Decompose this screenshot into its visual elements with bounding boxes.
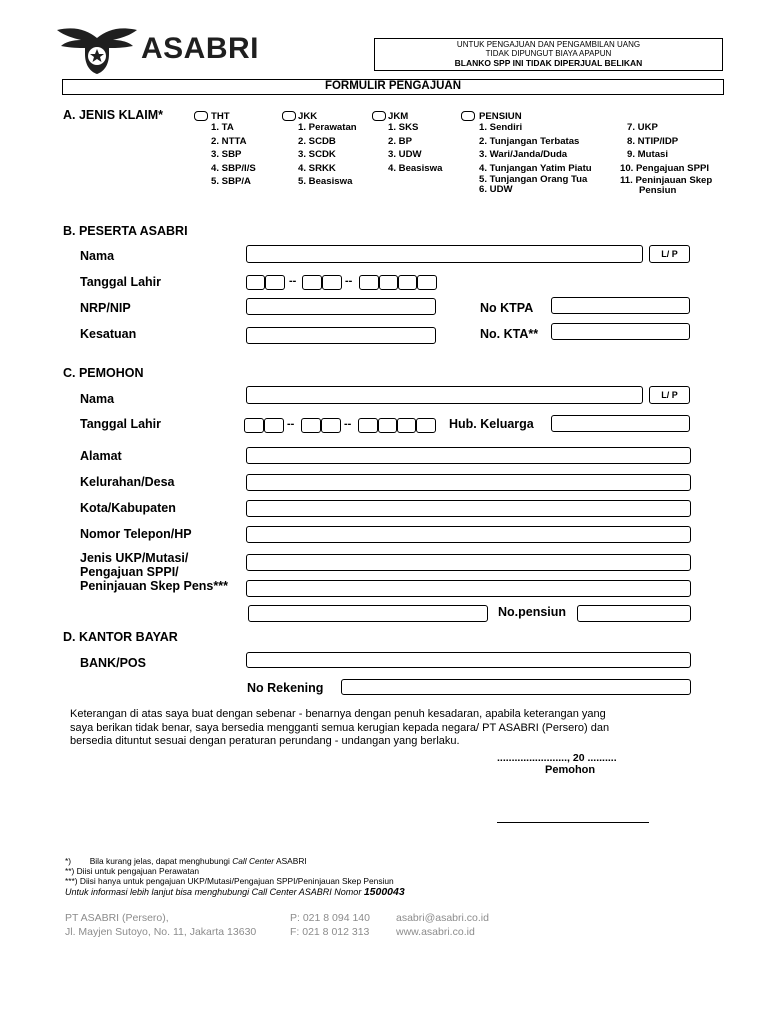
- pemohon-alamat-label: Alamat: [80, 449, 122, 463]
- pemohon-kelurahan-input[interactable]: [246, 474, 691, 491]
- pemohon-tgl-m1[interactable]: [301, 418, 321, 433]
- peserta-kta-label: No. KTA**: [480, 327, 539, 341]
- peserta-tgl-d1[interactable]: [246, 275, 265, 290]
- list-item: 4. SBP/I/S: [211, 162, 256, 174]
- form-title: FORMULIR PENGAJUAN: [324, 80, 462, 92]
- footnote-1-text: Bila kurang jelas, dapat menghubungi: [89, 856, 230, 866]
- peserta-ktpa-label: No KTPA: [480, 301, 534, 315]
- pemohon-kota-label: Kota/Kabupaten: [80, 501, 176, 515]
- pemohon-tgl-y1[interactable]: [358, 418, 378, 433]
- tht-list: [211, 121, 256, 189]
- statement: [70, 708, 609, 749]
- list-item: 2. Tunjangan Terbatas: [479, 135, 580, 147]
- claim-head-pensiun: PENSIUN: [479, 111, 522, 122]
- pemohon-jenis-label-1: Jenis UKP/Mutasi/: [80, 551, 189, 565]
- footnote-info-text: Untuk informasi lebih lanjut bisa menghubungi Call Center ASABRI Nomor: [65, 887, 362, 897]
- pemohon-jenis-input-2[interactable]: [246, 580, 691, 597]
- list-item: 3. UDW: [388, 149, 422, 161]
- bank-label: BANK/POS: [80, 656, 146, 670]
- company-phone: P: 021 8 094 140: [290, 912, 370, 924]
- peserta-kta-input[interactable]: [551, 323, 690, 340]
- claim-head-jkk: JKK: [298, 111, 318, 122]
- notice-line-2: TIDAK DIPUNGUT BIAYA APAPUN: [485, 49, 612, 58]
- logo-wordmark: ASABRI: [141, 32, 260, 65]
- pemohon-jenis-label-2: Pengajuan SPPI/: [80, 565, 179, 579]
- statement-line-3: bersedia dituntut sesuai dengan peraturan perundang - undangan yang berlaku.: [70, 735, 460, 747]
- peserta-gender-label: L/ P: [661, 249, 678, 259]
- pemohon-kelurahan-label: Kelurahan/Desa: [80, 475, 175, 489]
- list-item: 9. Mutasi: [627, 149, 669, 161]
- jkm-list: [388, 121, 442, 175]
- list-item: 4. Tunjangan Yatim Piatu: [479, 162, 592, 174]
- pemohon-hub-label: Hub. Keluarga: [449, 417, 534, 431]
- list-item: 3. SBP: [211, 149, 242, 161]
- section-b-title: B. PESERTA ASABRI: [63, 224, 188, 238]
- pemohon-tgl-d2[interactable]: [264, 418, 284, 433]
- pemohon-telepon-input[interactable]: [246, 526, 691, 543]
- pemohon-jenis-label-3: Peninjauan Skep Pens***: [80, 579, 228, 593]
- pemohon-nopensiun-label: No.pensiun: [498, 605, 567, 619]
- list-item: 7. UKP: [627, 122, 658, 133]
- pemohon-hub-input[interactable]: [551, 415, 690, 432]
- pemohon-tgl-y2[interactable]: [378, 418, 397, 433]
- footnote-2: **) Diisi untuk pengajuan Perawatan: [65, 866, 200, 876]
- peserta-tgl-label: Tanggal Lahir: [80, 275, 162, 289]
- pemohon-jenis-input-1[interactable]: [246, 554, 691, 571]
- peserta-nrp-input[interactable]: [246, 298, 436, 315]
- pemohon-jenis-input-3[interactable]: [248, 605, 488, 622]
- footnote-1: [65, 856, 307, 866]
- peserta-tgl-y1[interactable]: [359, 275, 379, 290]
- pensiun-list: [479, 121, 592, 195]
- pemohon-tgl-y4[interactable]: [416, 418, 436, 433]
- peserta-tgl-d2[interactable]: [265, 275, 285, 290]
- pemohon-telepon-label: Nomor Telepon/HP: [80, 527, 192, 541]
- date-dash: --: [289, 275, 297, 287]
- company-name: PT ASABRI (Persero),: [65, 912, 169, 924]
- checkbox-jkm[interactable]: [372, 111, 386, 121]
- footnote-1-end: ASABRI: [275, 856, 307, 866]
- list-item: 1. Perawatan: [298, 122, 357, 133]
- list-item: 4. Beasiswa: [388, 162, 443, 174]
- company-web: www.asabri.co.id: [396, 926, 475, 938]
- peserta-tgl-m2[interactable]: [322, 275, 342, 290]
- asabri-logo: [55, 24, 270, 76]
- footnote-1-mark: *): [65, 856, 72, 866]
- rekening-input[interactable]: [341, 679, 691, 695]
- checkbox-jkk[interactable]: [282, 111, 296, 121]
- list-item: 1. TA: [211, 122, 234, 133]
- section-d-title: D. KANTOR BAYAR: [63, 630, 178, 644]
- list-item: 2. SCDB: [298, 135, 336, 147]
- eagle-emblem-icon: [55, 24, 139, 76]
- pensiun-extra-list-2: [620, 162, 712, 196]
- pensiun-extra-list: [627, 121, 678, 162]
- list-item: 5. SBP/A: [211, 176, 251, 188]
- bank-input[interactable]: [246, 652, 691, 668]
- claim-head-jkm: JKM: [388, 111, 409, 122]
- list-item: 2. BP: [388, 135, 412, 147]
- list-item: 1. Sendiri: [479, 122, 523, 133]
- peserta-tgl-y3[interactable]: [398, 275, 417, 290]
- company-fax: F: 021 8 012 313: [290, 926, 370, 938]
- signature-role: Pemohon: [545, 764, 596, 776]
- signature-line: [497, 822, 649, 823]
- peserta-kesatuan-label: Kesatuan: [80, 327, 137, 341]
- list-item: 8. NTIP/IDP: [627, 135, 679, 147]
- date-dash: --: [344, 418, 352, 430]
- pemohon-tgl-d1[interactable]: [244, 418, 264, 433]
- signature-date-line: ........................, 20 ..........: [497, 752, 617, 764]
- rekening-label: No Rekening: [247, 681, 324, 695]
- list-item: 5. Beasiswa: [298, 176, 353, 188]
- pemohon-tgl-m2[interactable]: [321, 418, 341, 433]
- peserta-kesatuan-input[interactable]: [246, 327, 436, 344]
- pemohon-tgl-label: Tanggal Lahir: [80, 417, 162, 431]
- list-item: 5. Tunjangan Orang Tua: [479, 174, 588, 186]
- statement-line-1: Keterangan di atas saya buat dengan sebenar - benarnya dengan penuh kesadaran, apabila keterangan yang: [70, 708, 606, 720]
- peserta-ktpa-input[interactable]: [551, 297, 690, 314]
- company-email: asabri@asabri.co.id: [396, 912, 489, 924]
- list-item: 2. NTTA: [211, 135, 247, 147]
- claim-head-tht: THT: [211, 111, 230, 122]
- list-item: 3. Wari/Janda/Duda: [479, 149, 568, 161]
- list-item: 10. Pengajuan SPPI: [620, 163, 710, 174]
- list-item: 1. SKS: [388, 122, 419, 133]
- list-item: Pensiun: [639, 184, 677, 196]
- section-c-title: C. PEMOHON: [63, 366, 144, 380]
- pemohon-nama-label: Nama: [80, 392, 115, 406]
- peserta-nrp-label: NRP/NIP: [80, 301, 131, 315]
- notice-line-1: UNTUK PENGAJUAN DAN PENGAMBILAN UANG: [456, 40, 641, 49]
- jkk-list: [298, 121, 357, 189]
- pemohon-nama-input[interactable]: [246, 386, 643, 404]
- checkbox-tht[interactable]: [194, 111, 208, 121]
- peserta-tgl-m1[interactable]: [302, 275, 322, 290]
- footnote-info: [65, 886, 405, 898]
- pemohon-kota-input[interactable]: [246, 500, 691, 517]
- list-item: 6. UDW: [479, 184, 513, 196]
- pemohon-tgl-y3[interactable]: [397, 418, 416, 433]
- callcenter-number: 1500043: [363, 886, 405, 898]
- footnote-3: ***) Diisi hanya untuk pengajuan UKP/Mutasi/Pengajuan SPPI/Peninjauan Skep Pensiun: [65, 876, 394, 886]
- footnote-1-italic: Call Center: [232, 856, 275, 866]
- list-item: 11. Peninjauan Skep: [620, 174, 713, 186]
- statement-line-2: saya berikan tidak benar, saya bersedia mengganti semua kerugian kepada negara/ PT ASABRI (Persero) dan: [70, 721, 610, 734]
- pemohon-nopensiun-input[interactable]: [577, 605, 691, 622]
- pemohon-gender-label: L/ P: [661, 390, 678, 400]
- pemohon-alamat-input[interactable]: [246, 447, 691, 464]
- peserta-tgl-y4[interactable]: [417, 275, 437, 290]
- list-item: 3. SCDK: [298, 149, 336, 161]
- notice-line-3: BLANKO SPP INI TIDAK DIPERJUAL BELIKAN: [454, 58, 643, 68]
- date-dash: --: [345, 275, 353, 287]
- peserta-nama-input[interactable]: [246, 245, 643, 263]
- peserta-nama-label: Nama: [80, 249, 115, 263]
- list-item: 4. SRKK: [298, 162, 336, 174]
- checkbox-pensiun[interactable]: [461, 111, 475, 121]
- company-address: Jl. Mayjen Sutoyo, No. 11, Jakarta 13630: [65, 926, 257, 938]
- date-dash: --: [287, 418, 295, 430]
- section-a-title: A. JENIS KLAIM*: [63, 108, 164, 122]
- peserta-tgl-y2[interactable]: [379, 275, 398, 290]
